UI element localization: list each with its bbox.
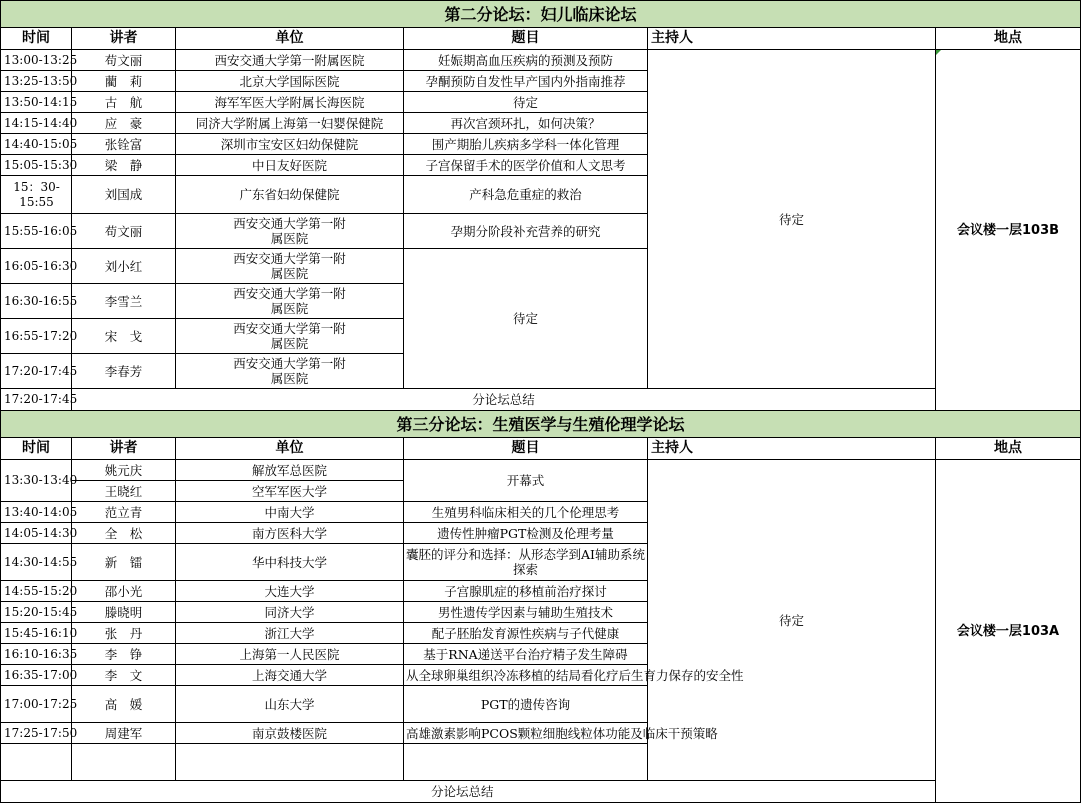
header-time: 时间	[1, 438, 72, 460]
topic-cell	[404, 744, 648, 781]
topic-cell: 待定	[404, 92, 648, 113]
time-cell: 13:40-14:05	[1, 502, 72, 523]
forum2-merged-topic: 待定	[404, 249, 648, 389]
unit-cell: 海军军医大学附属长海医院	[176, 92, 404, 113]
unit-cell: 浙江大学	[176, 623, 404, 644]
speaker-cell: 宋 戈	[72, 319, 176, 354]
header-speaker: 讲者	[72, 28, 176, 50]
unit-cell: 西安交通大学第一附属医院	[176, 249, 404, 284]
time-cell: 13:50-14:15	[1, 92, 72, 113]
time-cell: 14:15-14:40	[1, 113, 72, 134]
time-cell: 13:30-13:40	[1, 460, 72, 502]
speaker-cell: 张 丹	[72, 623, 176, 644]
speaker-cell: 梁 静	[72, 155, 176, 176]
table-row	[1, 389, 1081, 411]
topic-cell: 从全球卵巢组织冷冻移植的结局看化疗后生育力保存的安全性	[404, 665, 648, 686]
time-cell: 14:55-15:20	[1, 581, 72, 602]
forum2-location: 会议楼一层103B	[936, 50, 1081, 411]
speaker-cell	[72, 744, 176, 781]
time-cell: 15:45-16:10	[1, 623, 72, 644]
unit-cell: 西安交通大学第一附属医院	[176, 319, 404, 354]
time-cell: 16:30-16:55	[1, 284, 72, 319]
topic-cell: 再次宫颈环扎，如何决策？	[404, 113, 648, 134]
header-topic: 题目	[404, 28, 648, 50]
unit-cell: 西安交通大学第一附属医院	[176, 354, 404, 389]
header-unit: 单位	[176, 438, 404, 460]
speaker-cell: 李 文	[72, 665, 176, 686]
header-topic: 题目	[404, 438, 648, 460]
speaker-cell: 李雪兰	[72, 284, 176, 319]
speaker-cell: 刘小红	[72, 249, 176, 284]
time-cell: 16:05-16:30	[1, 249, 72, 284]
speaker-cell: 新 镭	[72, 544, 176, 581]
forum3-title: 第三分论坛：生殖医学与生殖伦理学论坛	[1, 411, 1081, 438]
topic-cell: 囊胚的评分和选择：从形态学到AI辅助系统探索	[404, 544, 648, 581]
forum3-location: 会议楼一层103A	[936, 460, 1081, 803]
time-cell: 13:00-13:25	[1, 50, 72, 71]
unit-cell: 华中科技大学	[176, 544, 404, 581]
topic-cell: 子宫保留手术的医学价值和人文思考	[404, 155, 648, 176]
topic-cell: 妊娠期高血压疾病的预测及预防	[404, 50, 648, 71]
time-cell: 15:05-15:30	[1, 155, 72, 176]
speaker-cell: 周建军	[72, 723, 176, 744]
topic-cell: 遗传性肿瘤PGT检测及伦理考量	[404, 523, 648, 544]
unit-cell	[176, 744, 404, 781]
unit-cell: 上海第一人民医院	[176, 644, 404, 665]
time-cell: 16:55-17:20	[1, 319, 72, 354]
unit-cell: 山东大学	[176, 686, 404, 723]
unit-cell: 空军军医大学	[176, 481, 404, 502]
speaker-cell: 苟文丽	[72, 50, 176, 71]
time-cell: 17:25-17:50	[1, 723, 72, 744]
speaker-cell: 藺 莉	[72, 71, 176, 92]
table-row	[1, 460, 1081, 481]
speaker-cell: 邵小光	[72, 581, 176, 602]
time-cell: 15:20-15:45	[1, 602, 72, 623]
unit-cell: 上海交通大学	[176, 665, 404, 686]
topic-cell: 男性遗传学因素与辅助生殖技术	[404, 602, 648, 623]
speaker-cell: 苟文丽	[72, 214, 176, 249]
time-cell: 16:10-16:35	[1, 644, 72, 665]
topic-cell: PGT的遗传咨询	[404, 686, 648, 723]
speaker-cell: 姚元庆	[72, 460, 176, 481]
unit-cell: 西安交通大学第一附属医院	[176, 284, 404, 319]
forum2-header-row	[1, 28, 1081, 50]
header-time: 时间	[1, 28, 72, 50]
unit-cell: 深圳市宝安区妇幼保健院	[176, 134, 404, 155]
table-row	[1, 781, 1081, 803]
speaker-cell: 李 铮	[72, 644, 176, 665]
forum2-title: 第二分论坛：妇儿临床论坛	[1, 1, 1081, 28]
unit-cell: 中南大学	[176, 502, 404, 523]
unit-cell: 南京鼓楼医院	[176, 723, 404, 744]
speaker-cell: 高 媛	[72, 686, 176, 723]
header-unit: 单位	[176, 28, 404, 50]
time-cell: 14:05-14:30	[1, 523, 72, 544]
time-cell: 17:20-17:45	[1, 354, 72, 389]
topic-cell: 子宫腺肌症的移植前治疗探讨	[404, 581, 648, 602]
topic-cell: 产科急危重症的救治	[404, 176, 648, 214]
forum3-host: 待定	[648, 460, 936, 781]
topic-cell: 基于RNA递送平台治疗精子发生障碍	[404, 644, 648, 665]
header-speaker: 讲者	[72, 438, 176, 460]
unit-cell: 南方医科大学	[176, 523, 404, 544]
speaker-cell: 张铨富	[72, 134, 176, 155]
forum3-summary: 分论坛总结	[1, 781, 936, 803]
unit-cell: 大连大学	[176, 581, 404, 602]
forum3-header-row	[1, 438, 1081, 460]
time-cell: 13:25-13:50	[1, 71, 72, 92]
speaker-cell: 全 松	[72, 523, 176, 544]
speaker-cell: 古 航	[72, 92, 176, 113]
time-cell: 16:35-17:00	[1, 665, 72, 686]
time-cell: 17:20-17:45	[1, 389, 72, 411]
topic-cell: 孕期分阶段补充营养的研究	[404, 214, 648, 249]
topic-cell: 配子胚胎发育源性疾病与子代健康	[404, 623, 648, 644]
unit-cell: 广东省妇幼保健院	[176, 176, 404, 214]
topic-cell: 高雄激素影响PCOS颗粒细胞线粒体功能及临床干预策略	[404, 723, 648, 744]
time-cell: 15：30-15:55	[1, 176, 72, 214]
topic-cell: 围产期胎儿疾病多学科一体化管理	[404, 134, 648, 155]
unit-cell: 同济大学	[176, 602, 404, 623]
opening-topic: 开幕式	[404, 460, 648, 502]
time-cell: 15:55-16:05	[1, 214, 72, 249]
unit-cell: 北京大学国际医院	[176, 71, 404, 92]
unit-cell: 中日友好医院	[176, 155, 404, 176]
header-host: 主持人	[648, 28, 936, 50]
speaker-cell: 刘国成	[72, 176, 176, 214]
topic-cell: 孕酮预防自发性早产国内外指南推荐	[404, 71, 648, 92]
header-location: 地点	[936, 438, 1081, 460]
speaker-cell: 滕晓明	[72, 602, 176, 623]
unit-cell: 西安交通大学第一附属医院	[176, 214, 404, 249]
unit-cell: 同济大学附属上海第一妇婴保健院	[176, 113, 404, 134]
time-cell: 14:30-14:55	[1, 544, 72, 581]
forum2-host: 待定	[648, 50, 936, 389]
topic-cell: 生殖男科临床相关的几个伦理思考	[404, 502, 648, 523]
time-cell: 17:00-17:25	[1, 686, 72, 723]
speaker-cell: 王晓红	[72, 481, 176, 502]
header-location: 地点	[936, 28, 1081, 50]
speaker-cell: 范立青	[72, 502, 176, 523]
time-cell	[1, 744, 72, 781]
forum2-summary: 分论坛总结	[72, 389, 936, 411]
header-host: 主持人	[648, 438, 936, 460]
speaker-cell: 李春芳	[72, 354, 176, 389]
unit-cell: 解放军总医院	[176, 460, 404, 481]
time-cell: 14:40-15:05	[1, 134, 72, 155]
speaker-cell: 应 豪	[72, 113, 176, 134]
unit-cell: 西安交通大学第一附属医院	[176, 50, 404, 71]
table-row	[1, 50, 1081, 71]
